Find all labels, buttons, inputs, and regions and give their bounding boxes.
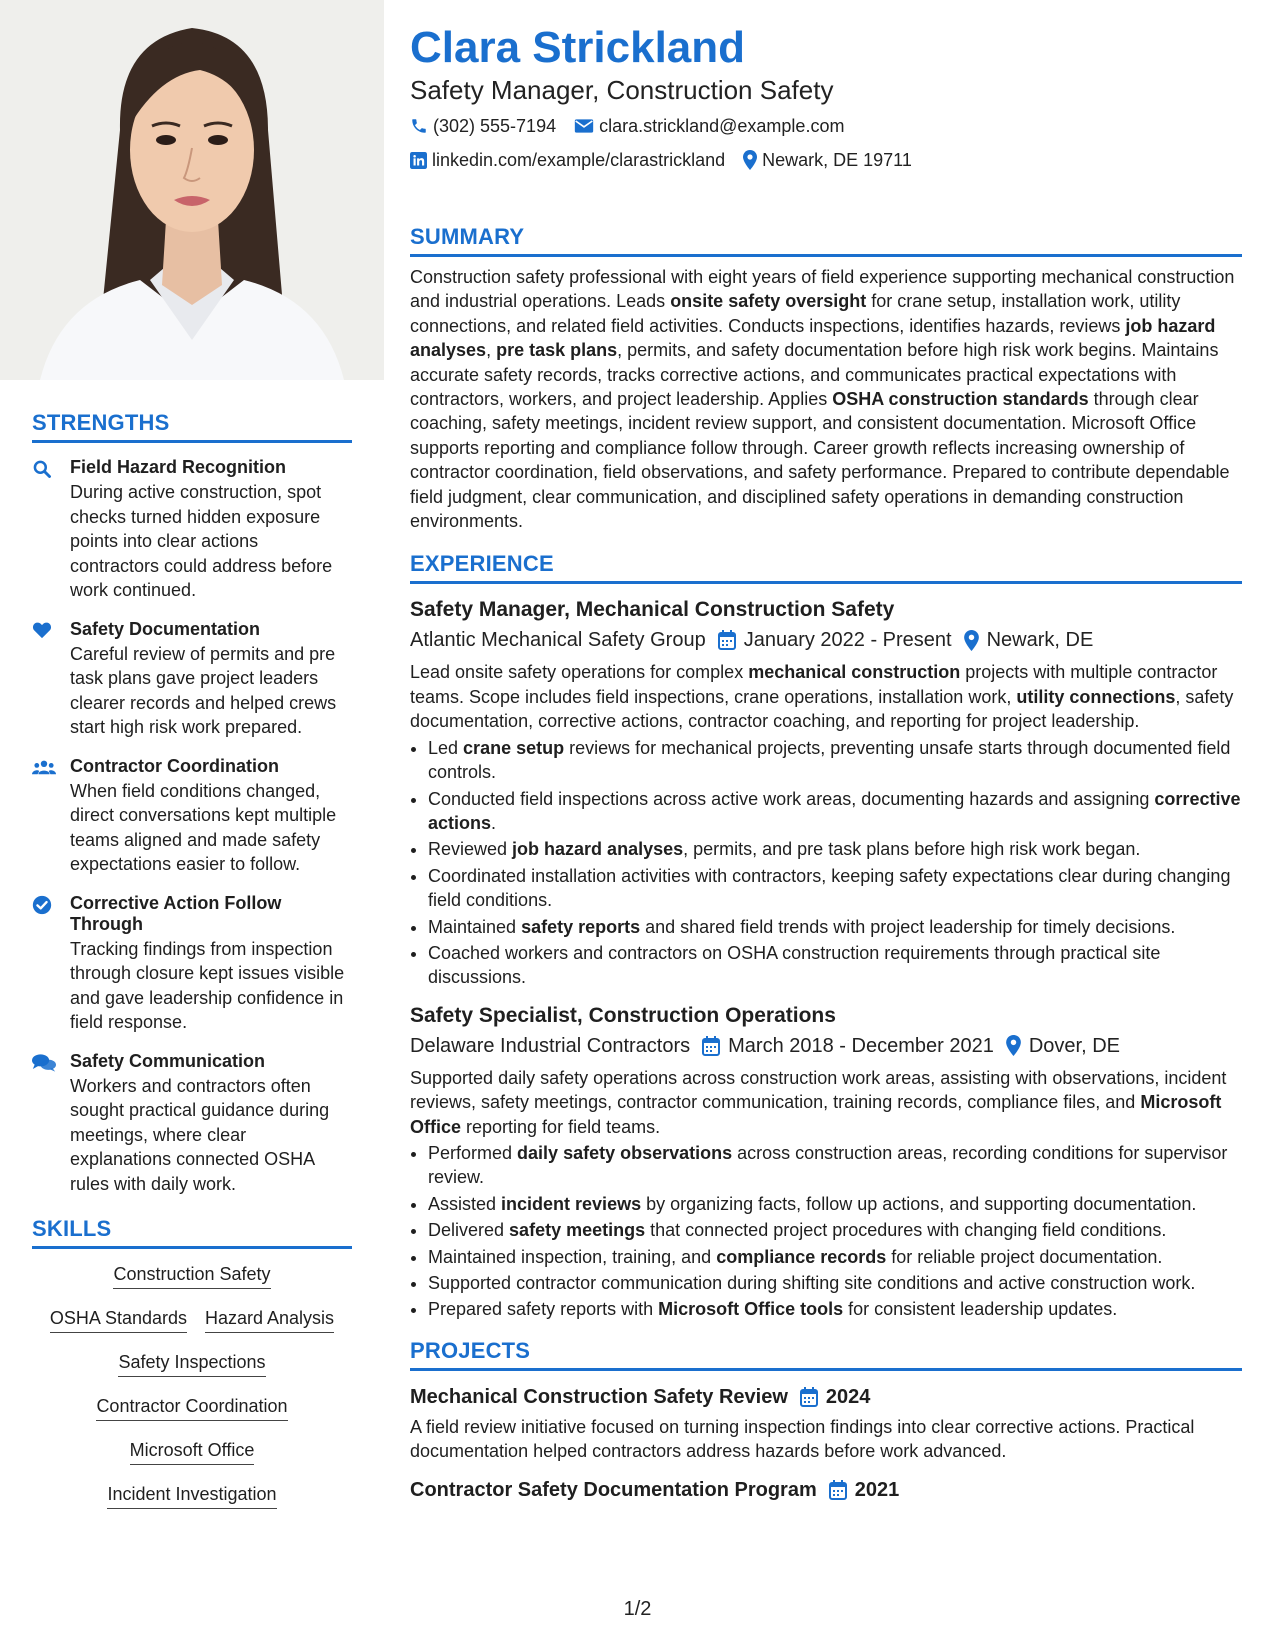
skill-tag: OSHA Standards — [50, 1307, 187, 1333]
summary-text: Construction safety professional with eight years of field experience supporting mechanical construction and industrial operations. Leads onsite safety oversight for crane setup, installation work, utility connections, and related field activities. Conducts inspections, identifies hazards, reviews job hazard analyses, pre task plans, permits, and safety documentation before high risk work begins. Maintains accurate safety records, tracks corrective actions, and communicates practical expectations with contractors, workers, and project leadership. Applies OSHA construction standards through clear coaching, safety meetings, incident review support, and consistent documentation. Microsoft Office supports reporting and compliance follow through. Career growth reflects increasing ownership of contractor coordination, field observations, and safety performance. Prepared to contribute dependable field judgment, clear communication, and disciplined safety operations in demanding construction environments. — [410, 267, 1235, 532]
search-icon — [32, 457, 70, 603]
jobs-list — [410, 596, 1242, 1321]
skill-tag: Incident Investigation — [107, 1483, 276, 1509]
email-text: clara.strickland@example.com — [599, 116, 845, 136]
strength-title: Contractor Coordination — [70, 755, 279, 776]
skill-row — [32, 1351, 352, 1377]
job-bullet: • Maintained inspection, training, and compliance records for reliable project documentation. — [428, 1245, 1242, 1269]
skill-tag: Contractor Coordination — [96, 1395, 287, 1421]
contact-phone[interactable] — [410, 114, 556, 138]
skill-row — [32, 1483, 352, 1509]
project-title: Contractor Safety Documentation Program — [410, 1478, 817, 1501]
contact-row-1 — [410, 114, 1242, 138]
contact-linkedin[interactable] — [410, 148, 725, 172]
users-icon — [32, 756, 70, 877]
job-description: Lead onsite safety operations for complex mechanical construction projects with multiple contractor teams. Scope includes field inspections, crane operations, installation work, utility connections, safety documentation, corrective actions, contractor coaching, and reporting for project leadership. — [410, 662, 1234, 732]
job-dates: March 2018 - December 2021 — [728, 1034, 994, 1057]
projects-heading: PROJECTS — [410, 1338, 1242, 1371]
calendar-icon — [800, 1387, 818, 1407]
skill-row — [32, 1439, 352, 1465]
skill-tag: Hazard Analysis — [205, 1307, 334, 1333]
main-content — [410, 22, 1242, 1504]
skill-row — [32, 1307, 352, 1333]
job-company: Atlantic Mechanical Safety Group — [410, 629, 706, 652]
skill-tag: Microsoft Office — [130, 1439, 255, 1465]
experience-heading: EXPERIENCE — [410, 551, 1242, 584]
job-bullets — [410, 1141, 1242, 1322]
calendar-icon — [718, 630, 736, 650]
job-bullet: • Prepared safety reports with Microsoft Office tools for consistent leadership updates. — [428, 1297, 1242, 1321]
phone-icon — [410, 117, 428, 135]
projects-list — [410, 1383, 1242, 1504]
contact-email[interactable] — [574, 114, 844, 138]
strength-item — [32, 893, 352, 1035]
strength-title: Safety Communication — [70, 1050, 266, 1071]
job-entry — [410, 596, 1242, 989]
calendar-icon — [702, 1036, 720, 1056]
job-bullet: • Delivered safety meetings that connected project procedures with changing field conditions. — [428, 1218, 1242, 1242]
skill-row — [32, 1395, 352, 1421]
project-desc: A field review initiative focused on turning inspection findings into clear corrective actions. Practical documentation helped contractors address hazards before work advanced. — [410, 1416, 1195, 1462]
job-bullet: • Assisted incident reviews by organizing facts, follow up actions, and supporting documentation. — [428, 1192, 1242, 1216]
person-headline: Safety Manager, Construction Safety — [410, 75, 834, 105]
strength-desc: Workers and contractors often sought practical guidance during meetings, where clear explanations connected OSHA rules with daily work. — [70, 1075, 330, 1194]
phone-text: (302) 555-7194 — [433, 116, 557, 136]
projects-section — [410, 1338, 1242, 1504]
job-bullet: • Performed daily safety observations across construction areas, recording conditions for supervisor review. — [428, 1141, 1242, 1190]
job-title: Safety Specialist, Construction Operations — [410, 1003, 836, 1027]
envelope-icon — [574, 118, 594, 134]
strength-title: Field Hazard Recognition — [70, 457, 287, 477]
job-bullet: • Maintained safety reports and shared field trends with project leadership for timely decisions. — [428, 915, 1242, 939]
job-meta — [410, 626, 1242, 654]
job-bullet: • Conducted field inspections across active work areas, documenting hazards and assigning corrective actions. — [428, 787, 1242, 836]
job-meta — [410, 1032, 1242, 1060]
job-location: Dover, DE — [1028, 1034, 1120, 1057]
job-dates: January 2022 - Present — [743, 629, 952, 652]
summary-heading: SUMMARY — [410, 224, 1242, 257]
location-text: Newark, DE 19711 — [762, 150, 912, 170]
heart-icon — [32, 619, 70, 740]
job-bullet: • Coached workers and contractors on OSHA construction requirements through practical site discussions. — [428, 941, 1242, 990]
job-bullet: • Reviewed job hazard analyses, permits, and pre task plans before high risk work began. — [428, 837, 1242, 861]
contact-row-2 — [410, 148, 1242, 172]
summary-section — [410, 224, 1242, 533]
check-circle-icon — [32, 893, 70, 1035]
project-entry — [410, 1383, 1242, 1464]
profile-photo — [0, 0, 384, 380]
strength-item — [32, 619, 352, 740]
strength-desc: During active construction, spot checks turned hidden exposure points into clear actions contractors could address before work continued. — [70, 482, 333, 600]
skills-list — [32, 1263, 352, 1509]
map-marker-icon — [743, 150, 757, 170]
sidebar — [32, 410, 352, 1527]
linkedin-icon — [410, 152, 427, 169]
job-bullet: • Led crane setup reviews for mechanical projects, preventing unsafe starts through documented field controls. — [428, 736, 1242, 785]
strength-item — [32, 1051, 352, 1197]
project-year: 2021 — [854, 1478, 900, 1501]
skill-tag: Construction Safety — [113, 1263, 270, 1289]
project-entry — [410, 1476, 1242, 1504]
person-name: Clara Strickland — [410, 23, 746, 72]
project-header — [410, 1383, 1242, 1411]
job-description: Supported daily safety operations across construction work areas, assisting with observations, incident reviews, safety meetings, contractor communication, training records, compliance files, and Microsoft Office reporting for field teams. — [410, 1067, 1227, 1137]
contact-location — [743, 148, 912, 172]
project-title: Mechanical Construction Safety Review — [410, 1385, 788, 1408]
job-bullet: • Supported contractor communication during shifting site conditions and active construction work. — [428, 1271, 1242, 1295]
map-marker-icon — [1006, 1035, 1021, 1056]
job-entry — [410, 1002, 1242, 1322]
map-marker-icon — [964, 630, 979, 651]
skills-heading: SKILLS — [32, 1216, 352, 1249]
skill-row — [32, 1263, 352, 1289]
strengths-list — [32, 457, 352, 1196]
strength-title: Safety Documentation — [70, 618, 261, 639]
strength-title: Corrective Action Follow Through — [70, 892, 282, 934]
strength-item — [32, 457, 352, 603]
comments-icon — [32, 1051, 70, 1197]
skill-tag: Safety Inspections — [118, 1351, 265, 1377]
calendar-icon — [829, 1480, 847, 1500]
strengths-heading: STRENGTHS — [32, 410, 352, 443]
strength-desc: When field conditions changed, direct conversations kept multiple teams aligned and made safety expectations easier to follow. — [70, 780, 337, 874]
project-year: 2024 — [825, 1385, 871, 1408]
strength-desc: Tracking findings from inspection through closure kept issues visible and gave leadership confidence in field response. — [70, 938, 345, 1032]
linkedin-text: linkedin.com/example/clarastrickland — [432, 150, 726, 170]
strength-desc: Careful review of permits and pre task plans gave project leaders clearer records and helped crews start high risk work prepared. — [70, 643, 337, 737]
job-title: Safety Manager, Mechanical Construction Safety — [410, 598, 895, 622]
strength-item — [32, 756, 352, 877]
job-bullet: • Coordinated installation activities with contractors, keeping safety expectations clear during changing field conditions. — [428, 864, 1242, 913]
experience-section — [410, 551, 1242, 1321]
job-bullets — [410, 736, 1242, 990]
job-location: Newark, DE — [986, 629, 1094, 652]
job-company: Delaware Industrial Contractors — [410, 1034, 691, 1057]
project-header — [410, 1476, 1242, 1504]
page-number: 1/2 — [623, 1598, 652, 1620]
